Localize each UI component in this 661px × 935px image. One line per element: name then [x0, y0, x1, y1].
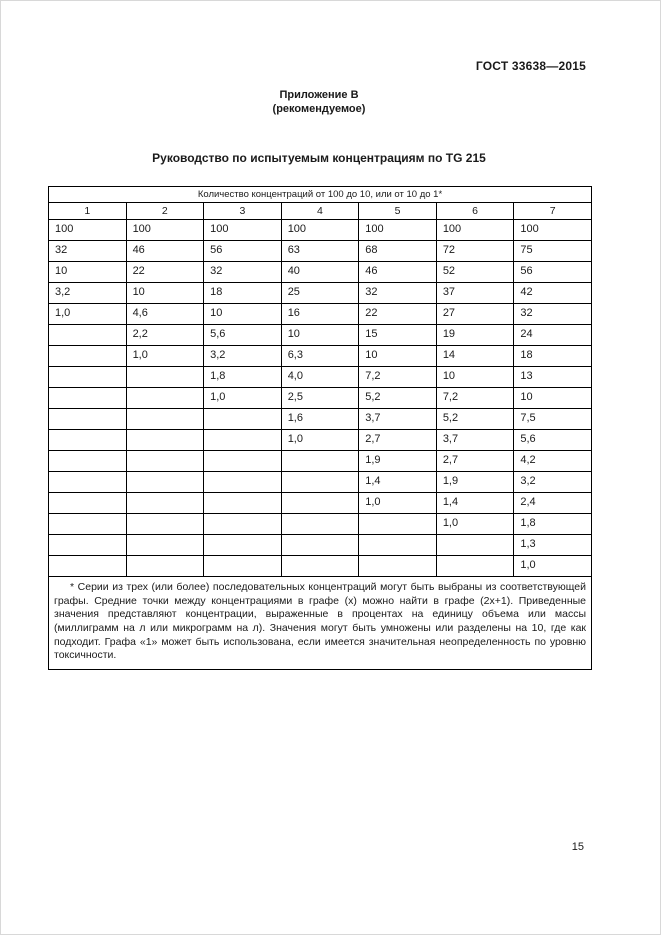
appendix-subtitle: (рекомендуемое)	[272, 102, 366, 115]
table-cell: 52	[436, 262, 514, 283]
table-cell: 100	[281, 220, 359, 241]
table-cell: 3,2	[49, 283, 127, 304]
table-cell	[49, 451, 127, 472]
table-cell: 18	[204, 283, 282, 304]
table-cell: 10	[49, 262, 127, 283]
table-cell	[281, 535, 359, 556]
table-cell	[49, 430, 127, 451]
table-cell	[126, 535, 204, 556]
table-cell: 32	[359, 283, 437, 304]
table-cell	[204, 514, 282, 535]
table-cell: 22	[126, 262, 204, 283]
table-cell: 100	[514, 220, 592, 241]
table-cell	[281, 514, 359, 535]
table-cell: 72	[436, 241, 514, 262]
table-cell: 24	[514, 325, 592, 346]
table-cell: 2,4	[514, 493, 592, 514]
table-cell: 75	[514, 241, 592, 262]
table-row	[49, 367, 592, 388]
table-cell	[126, 451, 204, 472]
table-cell: 5,2	[359, 388, 437, 409]
table-cell: 13	[514, 367, 592, 388]
table-row	[49, 283, 592, 304]
table-cell: 100	[204, 220, 282, 241]
table-cell: 46	[126, 241, 204, 262]
table-cell: 1,0	[359, 493, 437, 514]
table-cell	[49, 493, 127, 514]
table-cell: 1,0	[514, 556, 592, 577]
table-cell: 6,3	[281, 346, 359, 367]
table-cell	[49, 535, 127, 556]
table-footnote: * Серии из трех (или более) последовательных концентраций могут быть выбраны из соответствующей графы. Средние точки между концентрациями в графе (х) можно найти в графе (2х+1). Приведенные значения представляют концентрации, выраженные в процентах на единицу объема или массы (миллиграмм на л или микрограмм на л). Значения могут быть умножены или разделены на 10, где как подходит. Графа «1» может быть использована, если имеется значительная неопределенность по уровню токсичности.	[49, 577, 592, 670]
table-cell	[49, 388, 127, 409]
table-cell: 46	[359, 262, 437, 283]
table-cell	[281, 493, 359, 514]
table-cell	[204, 535, 282, 556]
table-cell: 27	[436, 304, 514, 325]
table-cell: 56	[514, 262, 592, 283]
table-cell: 2,5	[281, 388, 359, 409]
table-cell: 10	[281, 325, 359, 346]
table-cell	[126, 472, 204, 493]
table-cell: 37	[436, 283, 514, 304]
table-cell: 1,0	[126, 346, 204, 367]
page-number: 15	[571, 841, 584, 853]
table-cell	[436, 535, 514, 556]
table-caption-row	[49, 187, 592, 203]
table-row	[49, 304, 592, 325]
table-cell	[126, 430, 204, 451]
table-cell: 1,9	[359, 451, 437, 472]
table-cell	[281, 451, 359, 472]
table-cell	[126, 388, 204, 409]
table-cell: 2,7	[359, 430, 437, 451]
table-cell	[126, 493, 204, 514]
table-cell	[359, 535, 437, 556]
table-cell	[126, 556, 204, 577]
table-row	[49, 262, 592, 283]
table-cell: 1,8	[204, 367, 282, 388]
column-header: 6	[436, 203, 514, 220]
table-row	[49, 325, 592, 346]
table-cell	[49, 514, 127, 535]
table-row	[49, 388, 592, 409]
table-row	[49, 451, 592, 472]
table-cell: 1,4	[359, 472, 437, 493]
table-cell	[49, 472, 127, 493]
table-cell	[359, 556, 437, 577]
table-cell: 15	[359, 325, 437, 346]
table-row	[49, 472, 592, 493]
table-cell: 10	[359, 346, 437, 367]
table-cell: 100	[436, 220, 514, 241]
table-cell: 1,6	[281, 409, 359, 430]
table-cell: 7,2	[436, 388, 514, 409]
table-cell: 2,7	[436, 451, 514, 472]
table-cell: 4,2	[514, 451, 592, 472]
table-row	[49, 346, 592, 367]
table-cell: 14	[436, 346, 514, 367]
column-header: 7	[514, 203, 592, 220]
table-cell: 32	[204, 262, 282, 283]
table-cell	[49, 409, 127, 430]
table-cell	[204, 451, 282, 472]
table-cell: 68	[359, 241, 437, 262]
table-cell: 1,3	[514, 535, 592, 556]
table-row	[49, 409, 592, 430]
column-header: 2	[126, 203, 204, 220]
appendix-title: Приложение В	[279, 89, 359, 101]
document-number-header: ГОСТ 33638—2015	[475, 59, 586, 73]
table-cell: 25	[281, 283, 359, 304]
table-cell: 1,4	[436, 493, 514, 514]
table-cell	[204, 556, 282, 577]
table-cell: 1,0	[436, 514, 514, 535]
column-header: 5	[359, 203, 437, 220]
table-cell: 56	[204, 241, 282, 262]
table-footnote-row	[49, 577, 592, 670]
concentration-table	[48, 186, 592, 670]
table-cell: 5,6	[204, 325, 282, 346]
column-header: 3	[204, 203, 282, 220]
table-cell: 3,2	[204, 346, 282, 367]
table-cell: 10	[436, 367, 514, 388]
table-cell: 7,5	[514, 409, 592, 430]
table-cell	[359, 514, 437, 535]
table-cell	[281, 556, 359, 577]
table-cell: 3,7	[359, 409, 437, 430]
appendix-heading	[48, 89, 590, 117]
table-cell	[204, 409, 282, 430]
table-cell: 3,2	[514, 472, 592, 493]
page-title: Руководство по испытуемым концентрациям по TG 215	[152, 151, 486, 165]
column-header: 1	[49, 203, 127, 220]
table-cell: 1,0	[281, 430, 359, 451]
table-cell	[204, 493, 282, 514]
table-cell: 7,2	[359, 367, 437, 388]
table-cell: 1,9	[436, 472, 514, 493]
table-cell	[49, 346, 127, 367]
table-cell: 32	[514, 304, 592, 325]
table-row	[49, 493, 592, 514]
table-cell	[126, 514, 204, 535]
table-cell	[281, 472, 359, 493]
table-cell: 1,8	[514, 514, 592, 535]
table-cell: 18	[514, 346, 592, 367]
table-body	[49, 220, 592, 577]
table-cell	[204, 430, 282, 451]
table-cell	[49, 325, 127, 346]
table-caption: Количество концентраций от 100 до 10, или от 10 до 1*	[49, 187, 592, 203]
column-header: 4	[281, 203, 359, 220]
table-row	[49, 241, 592, 262]
table-cell: 5,2	[436, 409, 514, 430]
table-cell: 22	[359, 304, 437, 325]
table-cell: 10	[126, 283, 204, 304]
table-cell: 32	[49, 241, 127, 262]
table-row	[49, 535, 592, 556]
table-cell	[49, 556, 127, 577]
table-cell: 100	[126, 220, 204, 241]
table-cell	[436, 556, 514, 577]
table-cell: 1,0	[49, 304, 127, 325]
table-cell: 2,2	[126, 325, 204, 346]
table-cell: 10	[514, 388, 592, 409]
table-row	[49, 556, 592, 577]
table-cell	[49, 367, 127, 388]
table-cell: 10	[204, 304, 282, 325]
table-cell	[126, 367, 204, 388]
table-row	[49, 220, 592, 241]
table-cell: 40	[281, 262, 359, 283]
table-cell: 3,7	[436, 430, 514, 451]
table-cell: 100	[49, 220, 127, 241]
table-cell: 42	[514, 283, 592, 304]
table-row	[49, 430, 592, 451]
table-cell: 63	[281, 241, 359, 262]
table-row	[49, 514, 592, 535]
table-cell: 4,0	[281, 367, 359, 388]
table-cell	[126, 409, 204, 430]
table-cell: 5,6	[514, 430, 592, 451]
table-cell: 16	[281, 304, 359, 325]
table-cell: 100	[359, 220, 437, 241]
table-cell: 4,6	[126, 304, 204, 325]
table-cell	[204, 472, 282, 493]
table-cell: 1,0	[204, 388, 282, 409]
table-header-row	[49, 203, 592, 220]
table-cell: 19	[436, 325, 514, 346]
